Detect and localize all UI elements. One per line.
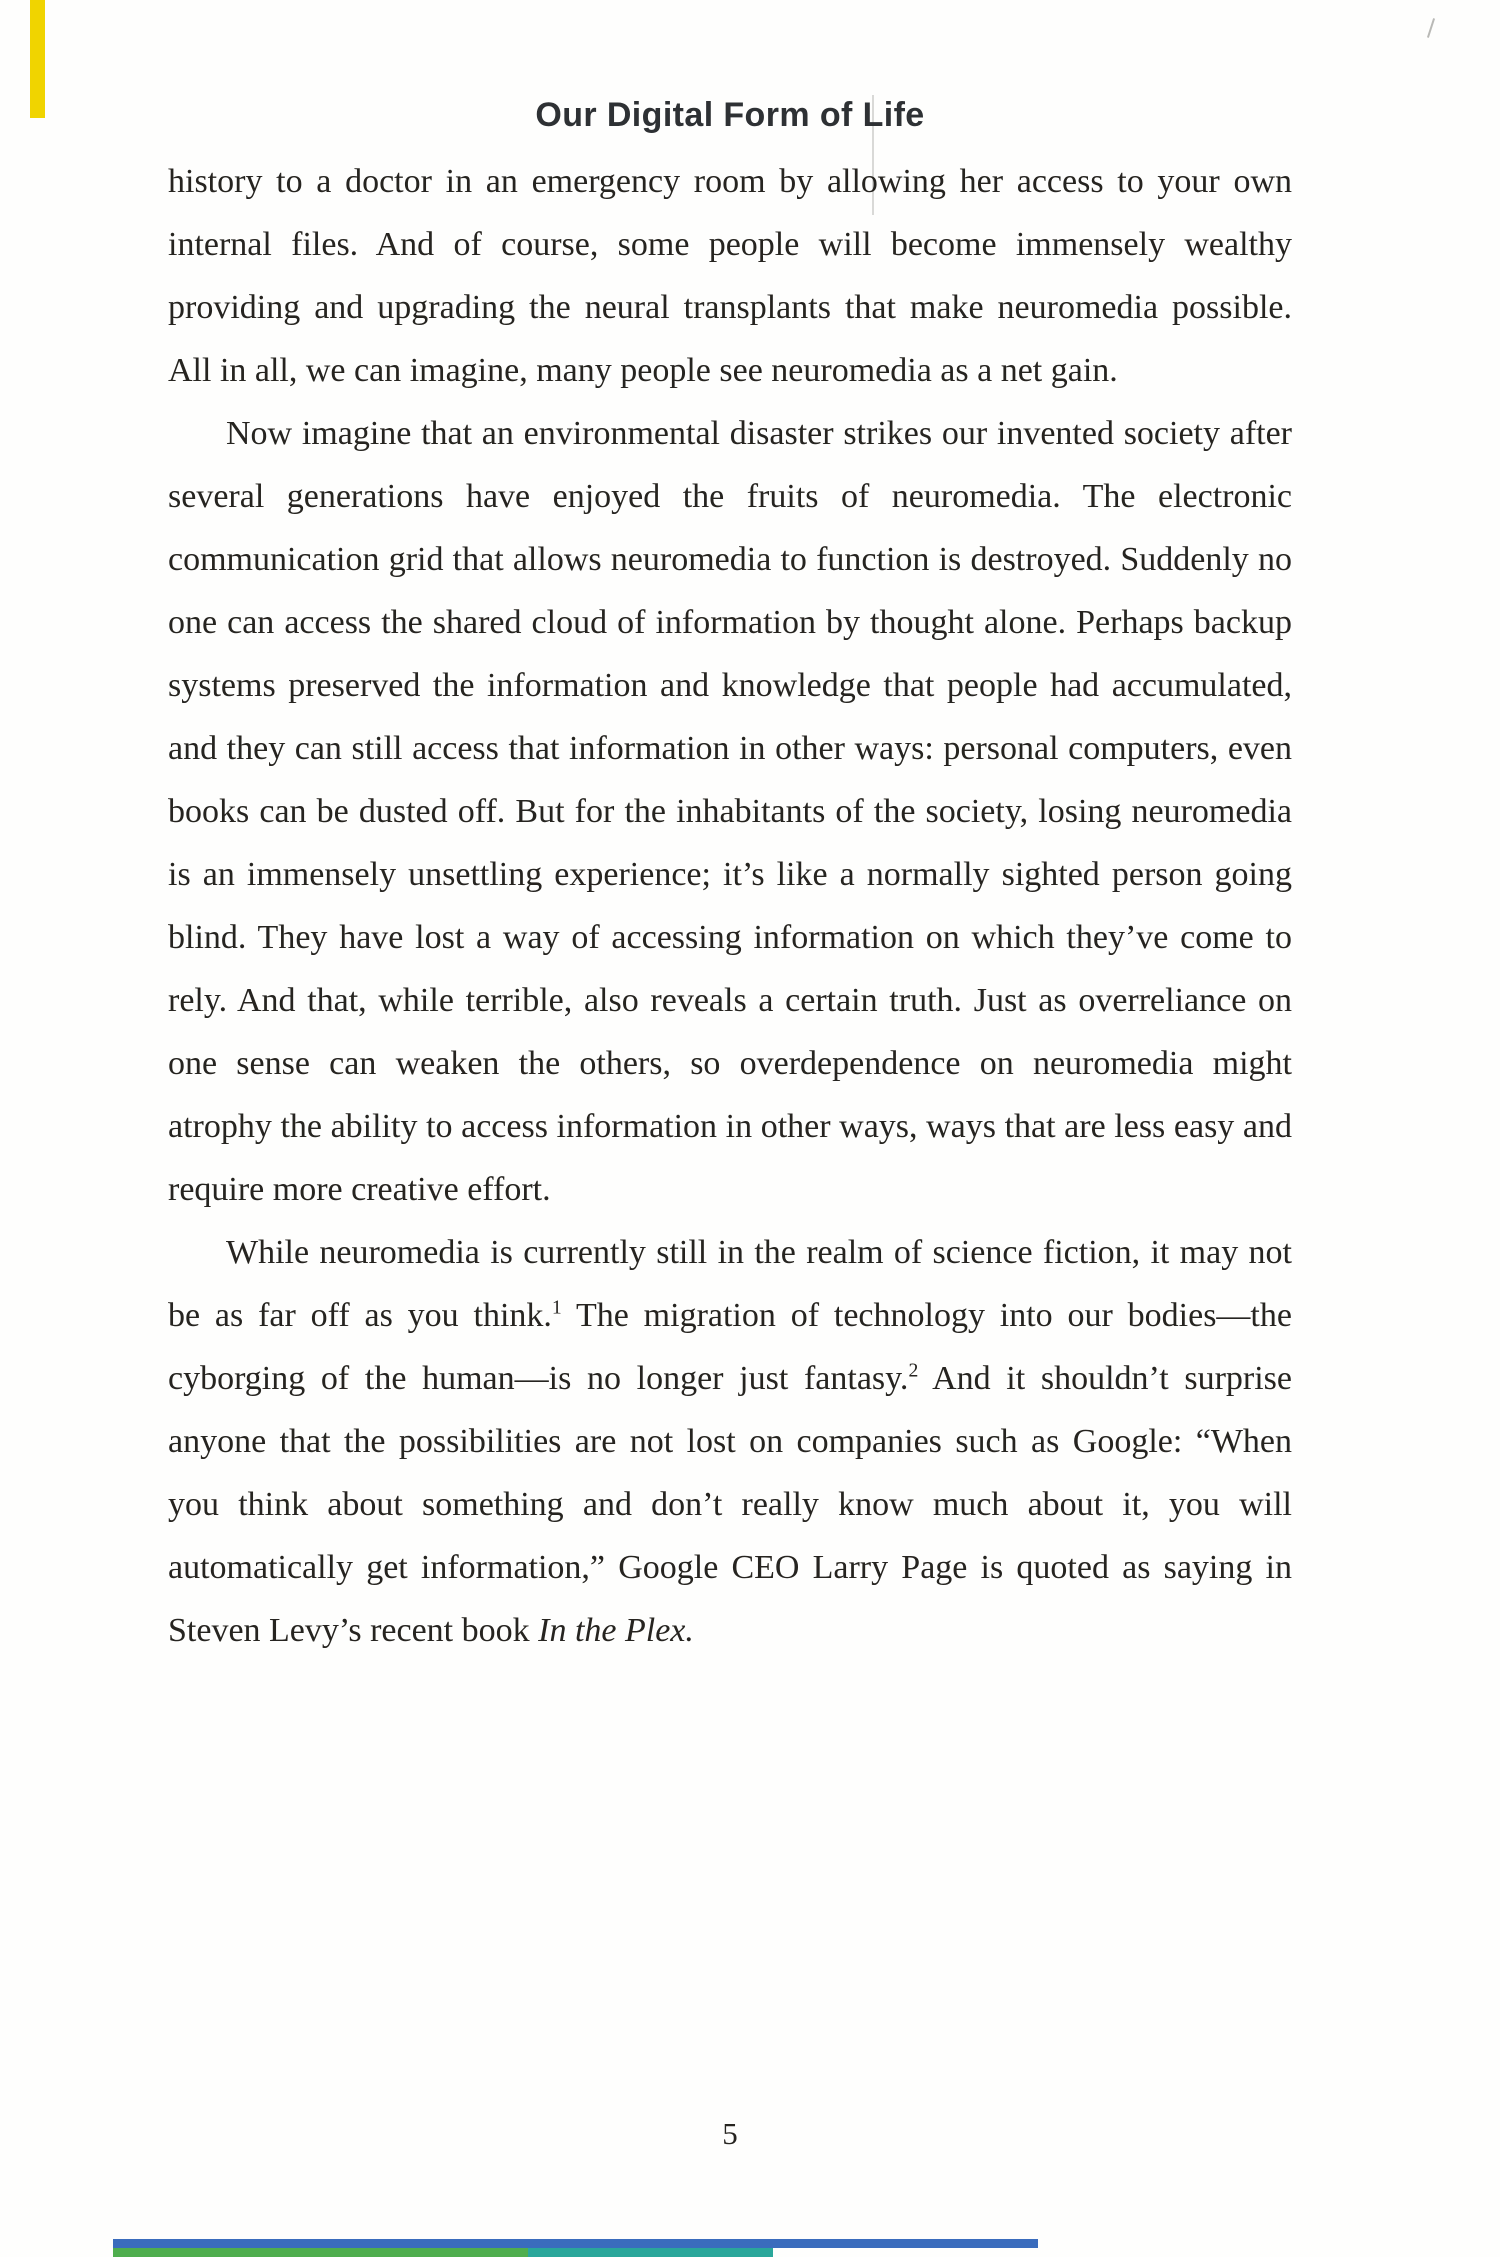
scan-artifact-yellow-edge bbox=[30, 0, 45, 118]
body-text bbox=[168, 150, 1292, 1662]
scan-artifact-teal-edge bbox=[528, 2248, 773, 2257]
paragraph bbox=[168, 1221, 1292, 1662]
running-head: Our Digital Form of Life bbox=[535, 96, 925, 134]
page-number: 5 bbox=[722, 2116, 738, 2151]
scan-artifact-speck bbox=[1427, 18, 1435, 38]
text-run: And it shouldn’t surprise anyone that the possibilities are not lost on companies such as Google: “When you think about something and don’t really know much about it, you will automatically get information,” Google CEO Larry Page is quoted as saying in Steven Levy’s recent book bbox=[168, 1360, 1293, 1649]
footnote-marker: 2 bbox=[908, 1359, 919, 1382]
paragraph bbox=[168, 150, 1292, 402]
text-run: While neuromedia is currently still in the realm of science fiction, it may not be as far off as you think. bbox=[168, 1234, 1292, 1334]
text-run: In the Plex. bbox=[538, 1612, 694, 1649]
paragraph bbox=[168, 402, 1292, 1221]
text-run: The migration of technology into our bodies—the cyborging of the human—is no longer just fantasy. bbox=[168, 1297, 1292, 1397]
scan-artifact-blue-edge bbox=[113, 2239, 1038, 2248]
text-run: history to a doctor in an emergency room by allowing her access to your own internal files. And of course, some people will become immensely wealthy providing and upgrading the neural transplants that make neuromedia possible. All in all, we can imagine, many people see neuromedia as a net gain. bbox=[168, 163, 1292, 389]
scan-artifact-green-edge bbox=[113, 2248, 528, 2257]
text-run: Now imagine that an environmental disaster strikes our invented society after several generations have enjoyed the fruits of neuromedia. The electronic communication grid that allows neuromedia to function is destroyed. Suddenly no one can access the shared cloud of information by thought alone. Perhaps backup systems preserved the information and knowledge that people had accumulated, and they can still access that information in other ways: personal computers, even books can be dusted off. But for the inhabitants of the society, losing neuromedia is an immensely unsettling experience; it’s like a normally sighted person going blind. They have lost a way of accessing information on which they’ve come to rely. And that, while terrible, also reveals a certain truth. Just as overreliance on one sense can weaken the others, so overdependence on neuromedia might atrophy the ability to access information in other ways, ways that are less easy and require more creative effort. bbox=[168, 415, 1292, 1208]
footnote-marker: 1 bbox=[551, 1296, 562, 1319]
